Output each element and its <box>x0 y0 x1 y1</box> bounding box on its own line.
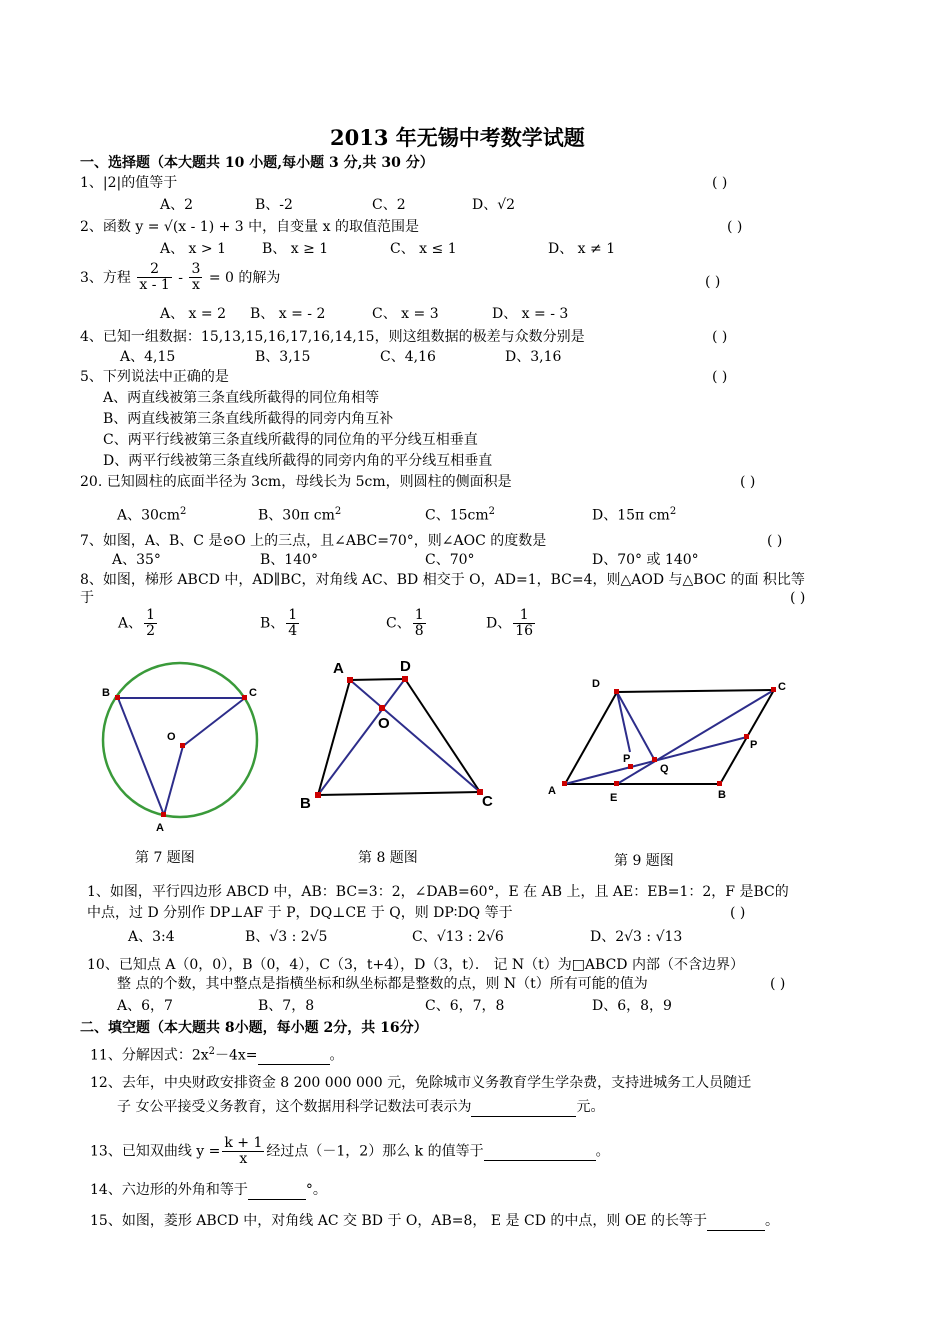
q12-line2: 子 女公平接受义务教育，这个数据用科学记数法可表示为 元。 <box>117 1099 605 1115</box>
q11-answer-blank[interactable] <box>258 1048 330 1066</box>
q10-stem: 10、已知点 A（0，0），B（0，4），C（3，t+4），D（3，t）． 记 N（t）为□ABCD 内部（不含边界） <box>87 957 744 973</box>
fig9-label-d: D <box>592 678 600 690</box>
q10-option-b: B、7，8 <box>258 998 315 1014</box>
q5-option-a: A、两直线被第三条直线所截得的同位角相等 <box>103 390 380 406</box>
q1-paren: ( ) <box>712 175 728 191</box>
q10-stem-cont: 整 点的个数，其中整点是指横坐标和纵坐标都是整数的点，则 N（t）所有可能的值为 <box>117 976 648 992</box>
q10-option-a: A、6，7 <box>117 998 173 1014</box>
section-2-heading: 二、填空题（本大题共 8小题，每小题 2分，共 16分） <box>80 1020 428 1036</box>
fig8-label-b: B <box>300 795 311 810</box>
fig8-label-c: C <box>482 793 493 810</box>
fig7-label-a: A <box>156 822 164 834</box>
q3-paren: ( ) <box>705 274 721 290</box>
q3-stem <box>80 262 280 294</box>
q4-stem: 4、已知一组数据：15,13,15,16,17,16,14,15，则这组数据的极差与众数分别是 <box>80 329 585 345</box>
q2-stem: 2、函数 y = √(x - 1) + 3 中，自变量 x 的取值范围是 <box>80 219 419 235</box>
q1-stem: 1、|2|的值等于 <box>80 175 178 191</box>
q9-stem: 1、如图，平行四边形 ABCD 中，AB：BC=3：2，∠DAB=60°，E 在 AB 上，且 AE：EB=1：2，F 是BC的 <box>87 884 789 900</box>
q8-option-b: B、 $\frac{1}{4}$ <box>260 607 298 640</box>
q3-option-a: A、 x = 2 <box>160 306 226 322</box>
q14-answer-blank[interactable] <box>248 1182 306 1200</box>
q2-paren: ( ) <box>727 219 743 235</box>
figure-7-circle <box>95 660 275 840</box>
figure-8-caption: 第 8 题图 <box>358 850 418 866</box>
q3-minus: - <box>178 269 183 286</box>
q3-fraction-2: $\frac{3}{x}$ <box>191 261 201 294</box>
q2-option-c: C、 x ≤ 1 <box>390 241 457 257</box>
q3-fraction-1: $\frac{2}{x - 1}$ <box>139 261 170 294</box>
q3-option-c: C、 x = 3 <box>372 306 439 322</box>
fig7-label-b: B <box>102 687 110 699</box>
fig8-label-o: O <box>378 715 390 732</box>
q10-paren: ( ) <box>770 976 786 992</box>
q7-option-b: B、140° <box>260 552 319 568</box>
q4-option-a: A、4,15 <box>120 349 176 365</box>
fig8-label-a: A <box>333 660 344 677</box>
q10-option-d: D、6，8，9 <box>592 998 672 1014</box>
q8-option-c: C、 $\frac{1}{8}$ <box>386 607 424 640</box>
q5-option-b: B、两直线被第三条直线所截得的同旁内角互补 <box>103 411 394 427</box>
q5-option-d: D、两平行线被第三条直线所截得的同旁内角的平分线互相垂直 <box>103 453 493 469</box>
q5-paren: ( ) <box>712 369 728 385</box>
fig8-label-d: D <box>400 658 411 675</box>
q6-option-d: D、15π $cm^2$ <box>592 506 677 524</box>
q5-option-c: C、两平行线被第三条直线所截得的同位角的平分线互相垂直 <box>103 432 478 448</box>
q9-option-d: D、2√3 : √13 <box>590 929 683 945</box>
figure-7-caption: 第 7 题图 <box>135 850 195 866</box>
q8-paren: ( ) <box>790 590 806 606</box>
q13: 13、已知双曲线 y = $\frac{k + 1}{x}$ 经过点（－1，2）那么 k 的值等于 。 <box>90 1135 610 1168</box>
q12-line1: 12、去年，中央财政安排资金 8 200 000 000 元，免除城市义务教育学生学杂费，支持进城务工人员随迁 <box>90 1075 752 1091</box>
q6-option-b: B、30π $cm^2$ <box>258 506 342 524</box>
q7-paren: ( ) <box>767 533 783 549</box>
q15: 15、如图，菱形 ABCD 中，对角线 AC 交 BD 于 O，AB=8， E 是 CD 的中点，则 OE 的长等于 。 <box>90 1213 779 1229</box>
q11: 11、分解因式：$2x^2-4x=$ 。 <box>90 1046 344 1064</box>
fig9-label-c: C <box>778 681 786 693</box>
fig9-label-b: B <box>718 789 726 801</box>
q4-paren: ( ) <box>712 329 728 345</box>
figure-9-caption: 第 9 题图 <box>614 853 674 869</box>
fig9-label-q: Q <box>660 763 669 775</box>
q9-stem-cont: 中点，过 D 分别作 DP⊥AF 于 P，DQ⊥CE 于 Q，则 DP∶DQ 等于 <box>87 905 513 921</box>
q15-answer-blank[interactable] <box>707 1213 765 1231</box>
q8-stem: 8、如图，梯形 ABCD 中，AD∥BC，对角线 AC、BD 相交于 O，AD=1，BC=4，则△AOD 与△BOC 的面 积比等 <box>80 572 805 588</box>
figure-9-parallelogram <box>540 670 800 815</box>
q4-option-b: B、3,15 <box>255 349 311 365</box>
q1-option-c: C、2 <box>372 197 406 213</box>
q8-option-d: D、 $\frac{1}{16}$ <box>486 607 534 640</box>
q13-fraction: $\frac{k + 1}{x}$ <box>224 1135 263 1168</box>
q8-option-a: A、 $\frac{1}{2}$ <box>118 607 156 640</box>
q6-option-c: C、$15cm^2$ <box>425 506 496 524</box>
q9-paren: ( ) <box>730 905 746 921</box>
q6-stem: 20. 已知圆柱的底面半径为 3cm，母线长为 5cm，则圆柱的侧面积是 <box>80 474 512 490</box>
q7-option-a: A、35° <box>112 552 161 568</box>
fig9-label-p-right: P <box>750 739 758 751</box>
fig7-label-c: C <box>249 687 257 699</box>
q1-option-d: D、√2 <box>472 197 516 213</box>
q9-option-a: A、3:4 <box>128 929 175 945</box>
q4-option-d: D、3,16 <box>505 349 562 365</box>
q10-option-c: C、6，7，8 <box>425 998 505 1014</box>
q2-option-a: A、 x > 1 <box>160 241 226 257</box>
q1-option-b: B、-2 <box>255 197 293 213</box>
page-title: 2013 年无锡中考数学试题 <box>330 125 585 150</box>
q1-option-a: A、2 <box>160 197 194 213</box>
q2-option-d: D、 x ≠ 1 <box>548 241 616 257</box>
fig7-label-o: O <box>167 731 176 743</box>
q3-pre: 3、方程 <box>80 269 131 286</box>
q8-stem-cont: 于 <box>80 590 94 606</box>
q6-option-a: A、$30cm^2$ <box>117 506 187 524</box>
q7-option-c: C、70° <box>425 552 475 568</box>
fig9-label-a: A <box>548 785 556 797</box>
q3-post: = 0 的解为 <box>208 269 281 286</box>
q6-paren: ( ) <box>740 474 756 490</box>
q4-option-c: C、4,16 <box>380 349 436 365</box>
figure-8-trapezoid <box>295 655 505 810</box>
q7-stem: 7、如图，A、B、C 是⊙O 上的三点，且∠ABC=70°，则∠AOC 的度数是 <box>80 533 547 549</box>
q9-option-c: C、√13 : 2√6 <box>412 929 504 945</box>
q3-option-d: D、 x = - 3 <box>492 306 569 322</box>
fig9-label-p-left: P <box>623 753 631 765</box>
q2-option-b: B、 x ≥ 1 <box>262 241 329 257</box>
section-1-heading: 一、选择题（本大题共 10 小题,每小题 3 分,共 30 分） <box>80 155 434 171</box>
q12-answer-blank[interactable] <box>471 1099 576 1117</box>
q7-option-d: D、70° 或 140° <box>592 552 699 568</box>
q3-option-b: B、 x = - 2 <box>250 306 326 322</box>
q13-answer-blank[interactable] <box>484 1143 596 1161</box>
fig9-label-e: E <box>610 792 618 804</box>
q14: 14、六边形的外角和等于 °。 <box>90 1182 327 1198</box>
q5-stem: 5、下列说法中正确的是 <box>80 369 229 385</box>
q9-option-b: B、√3 : 2√5 <box>245 929 328 945</box>
